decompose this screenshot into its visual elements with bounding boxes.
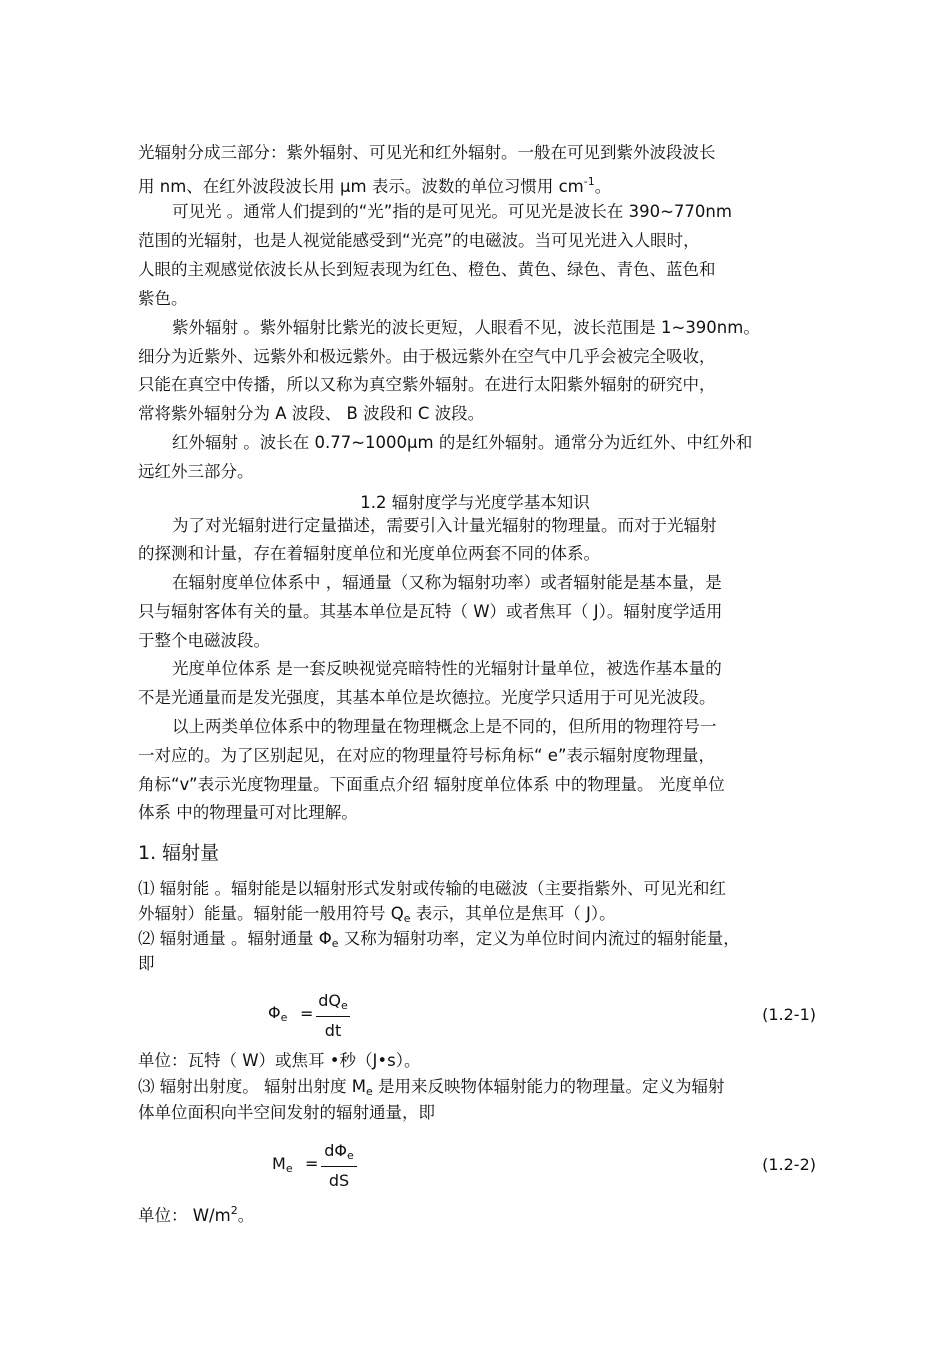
equation-number: (1.2-1) <box>762 1005 816 1024</box>
text-line <box>138 1201 254 1226</box>
text-line: 角标“v”表示光度物理量。下面重点介绍 辐射度单位体系 中的物理量。 光度单位 <box>138 775 725 794</box>
text-span: 单位： W/m <box>138 1206 231 1225</box>
numerator <box>321 1141 357 1162</box>
text-span: ⑶ 辐射出射度。 辐射出射度 M <box>138 1077 366 1096</box>
text-line: 远红外三部分。 <box>138 462 254 481</box>
subscript: e <box>403 912 411 925</box>
fraction-bar <box>321 1166 357 1167</box>
text-span: 。 <box>237 1206 255 1225</box>
superscript: -1 <box>583 175 595 188</box>
eq-symbol: dQ <box>318 991 341 1010</box>
text-line: ⑴ 辐射能 。辐射能是以辐射形式发射或传输的电磁波（主要指紫外、可见光和红 <box>138 879 726 898</box>
text-line: 于整个电磁波段。 <box>138 631 270 650</box>
text-line: 体单位面积向半空间发射的辐射通量，即 <box>138 1103 435 1122</box>
text-line: 即 <box>138 954 155 973</box>
text-line: 细分为近紫外、远紫外和极远紫外。由于极远紫外在空气中几乎会被完全吸收， <box>138 347 716 366</box>
eq-symbol: dΦ <box>324 1141 347 1160</box>
equation-lhs <box>268 1003 287 1024</box>
subscript: e <box>340 999 348 1012</box>
text-line: 范围的光辐射，也是人视觉能感受到“光亮”的电磁波。当可见光进入人眼时， <box>138 231 700 250</box>
denominator: dS <box>328 1171 350 1190</box>
text-line: 可见光 。通常人们提到的“光”指的是可见光。可见光是波长在 390~770nm <box>172 202 732 221</box>
subscript: e <box>331 937 339 950</box>
text-span: 是用来反映物体辐射能力的物理量。定义为辐射 <box>372 1077 725 1096</box>
text-line: 紫色。 <box>138 289 188 308</box>
text-line: 单位：瓦特（ W）或焦耳 •秒（J•s）。 <box>138 1051 421 1070</box>
eq-symbol: M <box>272 1154 286 1173</box>
subscript: e <box>285 1162 293 1175</box>
text-line <box>138 172 611 197</box>
text-line: 只与辐射客体有关的量。其基本单位是瓦特（ W）或者焦耳（ J）。辐射度学适用 <box>138 602 723 621</box>
text-line: 不是光通量而是发光强度，其基本单位是坎德拉。光度学只适用于可见光波段。 <box>138 688 716 707</box>
section-title: 1.2 辐射度学与光度学基本知识 <box>360 493 590 512</box>
text-line: 红外辐射 。波长在 0.77~1000μm 的是红外辐射。通常分为近红外、中红外和 <box>172 433 753 452</box>
text-line: 常将紫外辐射分为 A 波段、 B 波段和 C 波段。 <box>138 404 485 423</box>
text-line: 在辐射度单位体系中 ，辐通量（又称为辐射功率）或者辐射能是基本量，是 <box>172 573 722 592</box>
text-line: 体系 中的物理量可对比理解。 <box>138 803 358 822</box>
equals-sign: = <box>300 1004 314 1023</box>
text-line: 的探测和计量，存在着辐射度单位和光度单位两套不同的体系。 <box>138 544 600 563</box>
text-span: 外辐射）能量。辐射能一般用符号 Q <box>138 904 404 923</box>
text-line: 为了对光辐射进行定量描述，需要引入计量光辐射的物理量。而对于光辐射 <box>172 516 717 535</box>
text-span: 。 <box>594 177 612 196</box>
text-line: 光度单位体系 是一套反映视觉亮暗特性的光辐射计量单位，被选作基本量的 <box>172 659 722 678</box>
fraction <box>321 1141 357 1190</box>
text-span: 又称为辐射功率，定义为单位时间内流过的辐射能量， <box>338 929 740 948</box>
text-span: ⑵ 辐射通量 。辐射通量 Φ <box>138 929 332 948</box>
text-line: 人眼的主观感觉依波长从长到短表现为红色、橙色、黄色、绿色、青色、蓝色和 <box>138 260 716 279</box>
equals-sign: = <box>305 1154 319 1173</box>
text-line: 光辐射分成三部分：紫外辐射、可见光和红外辐射。一般在可见到紫外波段波长 <box>138 143 716 162</box>
text-line <box>138 929 740 954</box>
equation-number: (1.2-2) <box>762 1155 816 1174</box>
text-span: 用 nm、在红外波段波长用 μm 表示。波数的单位习惯用 cm <box>138 177 584 196</box>
eq-symbol: Φ <box>268 1003 281 1022</box>
subscript: e <box>365 1085 373 1098</box>
numerator <box>316 991 350 1012</box>
fraction-bar <box>316 1016 350 1017</box>
text-line <box>138 1077 725 1102</box>
text-line: 以上两类单位体系中的物理量在物理概念上是不同的，但所用的物理符号一 <box>172 717 717 736</box>
text-line: 只能在真空中传播，所以又称为真空紫外辐射。在进行太阳紫外辐射的研究中， <box>138 375 716 394</box>
subscript: e <box>346 1149 354 1162</box>
denominator: dt <box>324 1021 342 1040</box>
text-span: 表示，其单位是焦耳（ J）。 <box>410 904 616 923</box>
text-line: 紫外辐射 。紫外辐射比紫光的波长更短，人眼看不见，波长范围是 1~390nm。 <box>172 318 760 337</box>
subheading: 1. 辐射量 <box>138 842 220 864</box>
fraction <box>316 991 350 1040</box>
text-line: 一对应的。为了区别起见，在对应的物理量符号标角标“ e”表示辐射度物理量， <box>138 746 715 765</box>
subscript: e <box>280 1011 288 1024</box>
superscript: 2 <box>230 1204 238 1217</box>
text-line <box>138 904 616 929</box>
equation-lhs <box>272 1154 293 1175</box>
